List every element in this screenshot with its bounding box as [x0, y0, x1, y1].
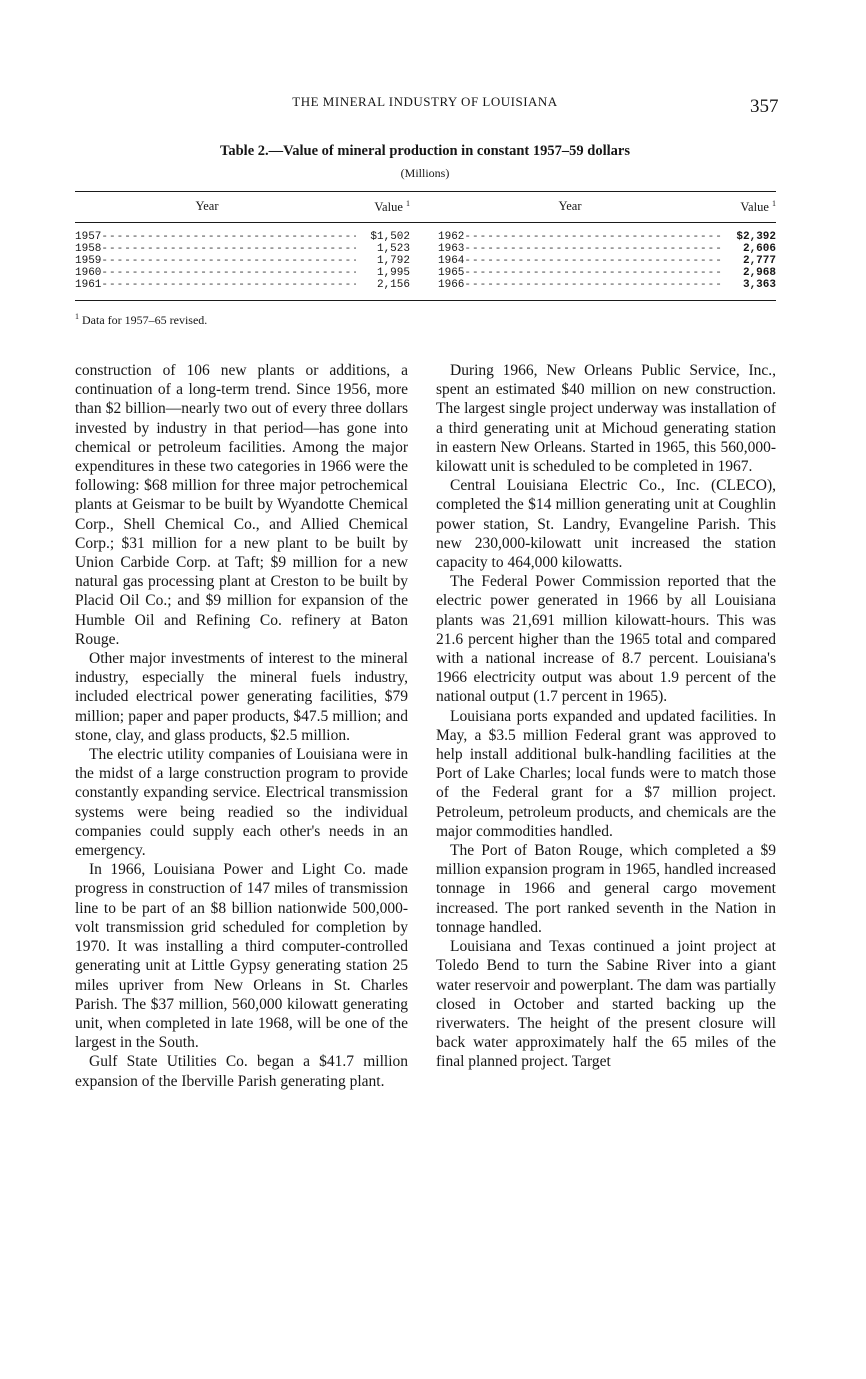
- table-title: Table 2.—Value of mineral production in constant 1957–59 dollars: [220, 143, 630, 159]
- leader-dots: [101, 279, 356, 291]
- year-cell: 1963: [438, 243, 465, 255]
- paragraph: During 1966, New Orleans Public Service, Inc., spent an estimated $40 million on new construction. The largest single project underway was installation of a third generating unit at Michoud generating station in eastern New Orleans. Started in 1965, this 560,000-kilowatt unit is scheduled to be completed in 1967.: [436, 362, 776, 476]
- paragraph: Central Louisiana Electric Co., Inc. (CLECO), completed the $14 million generating unit at Coughlin power station, St. Landry, Evangeline Parish. This new 230,000-kilowatt unit increased the station capacity to 464,000 kilowatts.: [436, 477, 776, 572]
- column-header-year: Year: [558, 199, 582, 213]
- paragraph: Louisiana and Texas continued a joint project at Toledo Bend to turn the Sabine River into a giant water reservoir and powerplant. The dam was partially closed in October and started backing up the riverwaters. The height of the present closure will back water approximately half the 65 miles of the final planned project. Target: [436, 938, 776, 1071]
- body-column-right: [436, 361, 776, 1072]
- paragraph: The electric utility companies of Louisiana were in the midst of a large construction program to provide constantly expanding service. Electrical transmission systems were being readied so the individual companies could supply each other's needs in an emergency.: [75, 746, 408, 860]
- paragraph: Louisiana ports expanded and updated facilities. In May, a $3.5 million Federal grant was approved to help install additional bulk-handling facilities at the Port of Lake Charles; local funds were to match those of the Federal grant for a $7 million project. Petroleum, petroleum products, and chemicals are the major commodities handled.: [436, 707, 776, 840]
- year-cell: 1958: [75, 243, 102, 255]
- footnote-mark: 1: [75, 312, 79, 321]
- value-cell: 3,363: [742, 279, 776, 291]
- table-row: [438, 255, 776, 267]
- leader-dots: [464, 279, 722, 291]
- leader-dots: [464, 267, 722, 279]
- paragraph: The Port of Baton Rouge, which completed a $9 million expansion program in 1965, handled increased tonnage in 1966 and general cargo movement increased. The port ranked seventh in the Nation in tonnage handled.: [436, 842, 776, 936]
- table-body-left: [75, 231, 410, 291]
- value-cell: 2,156: [376, 279, 410, 291]
- table-rule-bottom: [75, 300, 776, 301]
- value-cell: $2,392: [736, 231, 776, 243]
- value-cell: 2,968: [742, 267, 776, 279]
- table-footnote: [75, 312, 207, 328]
- value-cell: $1,502: [370, 231, 410, 243]
- table-row: [75, 231, 410, 243]
- leader-dots: [464, 255, 722, 267]
- table-row: [438, 231, 776, 243]
- year-cell: 1959: [75, 255, 102, 267]
- table-row: [75, 279, 410, 291]
- year-cell: 1961: [75, 279, 102, 291]
- year-cell: 1964: [438, 255, 465, 267]
- table-row: [438, 267, 776, 279]
- table-body-right: [438, 231, 776, 291]
- column-header-value-label: Value: [374, 200, 403, 215]
- year-cell: 1957: [75, 231, 102, 243]
- paragraph: The Federal Power Commission reported that the electric power generated in 1966 by all Louisiana plants was 21,691 million kilowatt-hours. This was 21.6 percent higher than the 1965 total and compared with a national increase of 8.7 percent. Louisiana's 1966 electricity output was about 1.9 percent of the national output (1.7 percent in 1965).: [436, 573, 776, 706]
- leader-dots: [101, 267, 356, 279]
- table-row: [438, 279, 776, 291]
- leader-dots: [464, 243, 722, 255]
- value-cell: 1,995: [376, 267, 410, 279]
- leader-dots: [464, 231, 722, 243]
- table-row: [75, 255, 410, 267]
- column-header-value: [340, 199, 410, 215]
- paragraph: Gulf State Utilities Co. began a $41.7 million expansion of the Iberville Parish generating plant.: [75, 1053, 408, 1090]
- value-cell: 1,523: [376, 243, 410, 255]
- column-header-year: Year: [195, 199, 219, 213]
- page-number: 357: [750, 96, 779, 117]
- value-cell: 2,777: [742, 255, 776, 267]
- year-cell: 1966: [438, 279, 465, 291]
- footnote-mark: 1: [772, 199, 776, 208]
- year-cell: 1962: [438, 231, 465, 243]
- table-row: [75, 243, 410, 255]
- year-cell: 1960: [75, 267, 102, 279]
- column-header-value: [706, 199, 776, 215]
- value-cell: 1,792: [376, 255, 410, 267]
- paragraph: In 1966, Louisiana Power and Light Co. made progress in construction of 147 miles of transmission line to be part of an $8 billion nationwide 500,000-volt transmission grid scheduled for completion by 1970. It was installing a third computer-controlled generating unit at Little Gypsy generating station 25 miles upriver from New Orleans in St. Charles Parish. The $37 million, 560,000 kilowatt generating unit, when completed in late 1968, will be one of the largest in the South.: [75, 861, 408, 1052]
- body-column-left: [75, 361, 408, 1091]
- table-units: (Millions): [400, 166, 450, 180]
- leader-dots: [101, 231, 356, 243]
- column-header-value-label: Value: [740, 200, 769, 215]
- value-cell: 2,606: [742, 243, 776, 255]
- year-cell: 1965: [438, 267, 465, 279]
- table-rule-header: [75, 222, 776, 223]
- paragraph: construction of 106 new plants or additions, a continuation of a long-term trend. Since 1956, more than $2 billion—nearly two out of every three dollars invested by industry in that period—has gone into chemical or petroleum facilities. Among the major expenditures in these two categories in 1966 were the following: $68 million for three major petrochemical plants at Geismar to be built by Wyandotte Chemical Corp., Shell Chemical Co., and Allied Chemical Corp.; $31 million for a new plant to be built by Union Carbide Corp. at Taft; $9 million for a new natural gas processing plant at Creston to be built by Placid Oil Co.; and $9 million for expansion of the Humble Oil and Refining Co. refinery at Baton Rouge.: [75, 362, 408, 648]
- leader-dots: [101, 243, 356, 255]
- paragraph: Other major investments of interest to the mineral industry, especially the mineral fuels industry, included electrical power generating facilities, $79 million; paper and paper products, $47.5 million; and stone, clay, and glass products, $2.5 million.: [75, 650, 408, 744]
- leader-dots: [101, 255, 356, 267]
- table-row: [75, 267, 410, 279]
- footnote-mark: 1: [406, 199, 410, 208]
- footnote-text: Data for 1957–65 revised.: [82, 313, 208, 327]
- table-row: [438, 243, 776, 255]
- running-head: THE MINERAL INDUSTRY OF LOUISIANA: [292, 94, 558, 109]
- table-rule-top: [75, 191, 776, 192]
